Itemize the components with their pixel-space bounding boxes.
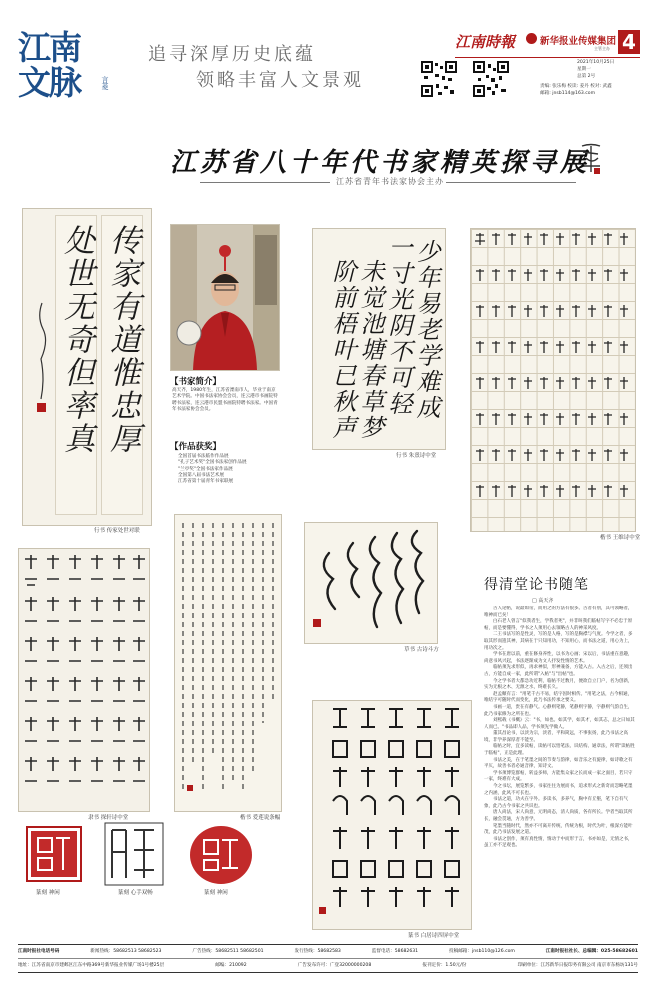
slogan-line-1: 追寻深厚历史底蕴 [148,44,316,65]
article-paragraph: 二王书法写的是性灵，写的是人格，写的是胸襟与气度。今学之者，多取其形而遗其神，其病在于只知用功，不知用心，而书法之道，用心为上，用功次之。 [484,632,633,651]
profile-awards-heading: 【作品获奖】 [170,442,222,452]
award-item: 全国第八届书法艺术展 [178,472,224,478]
article-title: 得清堂论书随笔 [484,577,589,593]
email-line: 邮箱: jnsb114@163.com [540,91,596,96]
work-running-script [312,228,446,450]
article-paragraph: 书法之美，在于笔墨之间的节奏与韵律，如音乐之有旋律，如诗歌之有平仄，故善书者必通音律，知诗文。 [484,757,633,770]
page-number-box [618,30,640,54]
date-line: 2021年10月25日 [577,60,615,65]
exhibition-seal [578,142,604,176]
footer-bottom-rule [18,972,638,973]
title-rule-right [446,182,576,183]
couplet-scroll-left [55,215,97,515]
article-paragraph: 刘熙载《书概》云："书，如也。如其学，如其才，如其志，总之曰如其人而已。"书品即人品，学书须先学做人。 [484,718,635,730]
footer [0,944,657,988]
footer-row-2 [18,962,638,968]
article-paragraph: 书法之道，功夫在字外。多读书，多养气，胸中有丘壑，笔下自有气象，此乃古今书家之共识也。 [484,797,628,809]
footer-item: 广告发布许可：广登32000000208 [297,963,372,968]
work2-col-2: 一寸光阴不可轻 [384,235,412,417]
award-item: "兰亭奖"全国书法家作品展 [178,466,233,472]
work1-caption: 行书 传家处世对联 [94,528,140,534]
profile-intro-heading: 【书家简介】 [170,377,222,387]
footer-item: 江南时报社电话号码 [18,949,60,954]
masthead [0,0,657,122]
work-clerical-script [18,548,150,812]
article-paragraph: 今之书坛，展览繁多，书家往往为展而书，追求形式之新奇而忽略笔墨之内涵，此风不可长也。 [484,784,633,796]
exhibition-organizer: 江苏省青年书法家协会主办 [336,177,444,186]
footer-item: 江南时报社社长、总编辑：025-58682601 [545,949,638,954]
work-small-regular [174,514,282,812]
work2-caption: 行书 朱熹诗中堂 [396,453,437,459]
article-paragraph: 书法之创作，须有真性情，情动于中而形于言，书亦如是，无情之书，虽工亦不足观也。 [484,836,633,849]
work4-caption: 隶书 探轩诗中堂 [88,815,129,821]
article-paragraph: 赵孟頫有言："用笔千古不易，结字因时相传。"用笔之法，古今相通，唯结字可随时代而变化，此乃书法传承之要义。 [484,691,633,704]
footer-item: 邮编：210092 [215,963,247,968]
seal3-caption: 篆刻 神闲 [204,890,228,896]
article-author: □ 高天齐 [532,598,554,604]
section-logo-text: 江南文脉 [18,28,80,102]
article-paragraph: 白石老人曾言"似我者生，学我者死"，并非叫我们临帖写字不必忠于原帖，而是要懂得，学书之人须用心去领略古人的神采风度。 [484,619,633,631]
group-name: 新华报业传媒集团 [540,36,617,47]
exhibition-title-band [160,138,608,198]
award-item: "孔子艺术奖"全国书法家创作品展 [178,460,247,466]
work2-col-1: 少年易老学难成 [412,239,440,421]
footer-item: 监督电话：58682631 [371,949,419,954]
article-paragraph: 唐人尚法，宋人尚意，元明尚态，清人尚质，各有所长。学者当取其所长，融会贯通，方为善学。 [484,810,633,822]
article-paragraph: 临帖之时，宜多读帖，读帖可以悟笔法、识结构、通章法，所谓"读帖胜于临帖"，正是此理。 [484,744,635,757]
qr-code-1 [420,60,458,98]
article-paragraph: 临帖须先求形似，再求神似，形神兼备，方能入古。入古之后，还须出古，方能自成一家，此所谓"入帖"与"出帖"也。 [484,665,633,677]
paper-logo: 江南時報 [455,33,516,51]
profile-awards-list [178,454,278,485]
seal-3 [188,824,254,886]
footer-item: 印刷单位：江苏新华日报印务有限公司 南京市东杨坊131号 [517,963,638,968]
work-regular-grid [470,228,636,532]
seal-2 [104,822,164,886]
group-logo-icon [526,33,537,44]
footer-item: 地址：江苏省南京市建邺区江东中路369号新华报业传媒广场1号楼25层 [18,963,165,968]
seal1-caption: 篆刻 神闲 [36,890,60,896]
work-cursive-square [304,522,438,644]
footer-item: 广告热线：58682511 58682501 [192,949,264,954]
award-item: 全国首届书法临作作品展 [178,454,229,459]
work2-col-4: 阶前梧叶已秋声 [328,259,356,441]
masthead-red-rule [455,57,640,58]
footer-item: 发行热线：58682583 [294,949,341,954]
qr-code-2 [472,60,510,98]
article-body [484,606,636,938]
article-paragraph: 今之学书者大都急功近利，临帖不过数月，便欲自立门户，名为创新，实为无根之木、无源之水，终难长久。 [484,678,633,691]
section-logo [18,30,110,102]
work-seal-script [312,700,472,930]
footer-mid-rule [18,958,638,959]
seal-1 [26,826,82,882]
weekday-line: 星期一 [577,67,591,72]
profile-intro-text: 高天齐，1980年生，江苏省溧南市人，毕业于南京艺术学院。中国书法家协会会员，连云港市书画院特聘书法家，连云港市民盟书画院特聘书法家。中国青年书法家协会会员。 [172,388,278,412]
article-paragraph: 董其昌论书，以淡为宗，淡者，平和简远，不事张扬，此乃书法之高境，非学养深厚者不能至。 [484,731,628,743]
slogan-line-2: 领略丰富人文景观 [196,70,364,91]
couplet-inscription-mark [33,299,51,419]
footer-item: 新闻热线：58682513 58682523 [90,949,162,954]
article-paragraph: 书画一道，贵在有静气。心静则笔静，笔静则字静，字静则气韵自生，此乃书家修为之所在也。 [484,704,633,717]
article-paragraph: 学书须博览群帖，转益多师，方能集众家之长而成一家之面目，若只守一家，终难有大成。 [484,770,633,783]
artist-portrait [170,224,280,371]
article-paragraph: 笔墨当随时代，然亦不可离开传统，传统为根，时代为叶，根深方能叶茂，此乃书法发展之道。 [484,823,633,836]
article-paragraph: 古人论帖，说最如帝，而用之的方法有很多。古者有别，其可领略者，唯神而已矣！ [484,606,633,618]
seal2-caption: 篆刻 心手双畅 [118,890,153,896]
work2-col-3: 未觉池塘春草梦 [356,259,384,441]
footer-item: 投稿邮箱：jnsb110@126.com [449,949,515,954]
work3-strokes [471,229,635,531]
work-couplet [22,208,152,526]
group-sub: 主管主办 [594,46,610,51]
staff-line: 责编: 张乐梅 校读: 姜丹 校对: 武鑫 [540,84,612,89]
work3-caption: 楷书 王维诗中堂 [600,535,641,541]
section-sub: 言菱 [101,76,109,90]
article-paragraph: 学书在唐以前，重在修身养性，以书为心画；宋以后，书法重在意趣，尚意书风兴起，书法逐渐成为文人抒发性情的艺术。 [484,652,633,664]
couplet-scroll-right [101,215,143,515]
title-rule-left [200,182,330,183]
award-item: 江苏省第十届青年书家联展 [178,479,234,485]
footer-row-1 [18,948,638,954]
work6-caption: 草书 古诗斗方 [404,647,439,653]
couplet-text-right: 传家有道惟忠厚 [104,224,140,455]
couplet-text-left: 处世无奇但率真 [58,224,94,455]
footer-item: 报刊定价：1.50元/份 [422,963,467,968]
page-number: 4 [622,30,636,54]
footer-top-rule [18,944,638,945]
work7-caption: 篆书 白居诗四屏中堂 [408,933,460,939]
editor-line: 总第 2号 [577,74,596,79]
exhibition-title: 江苏省八十年代书家精英探寻展 [170,148,591,178]
work5-caption: 楷书 爱莲说条幅 [240,815,281,821]
